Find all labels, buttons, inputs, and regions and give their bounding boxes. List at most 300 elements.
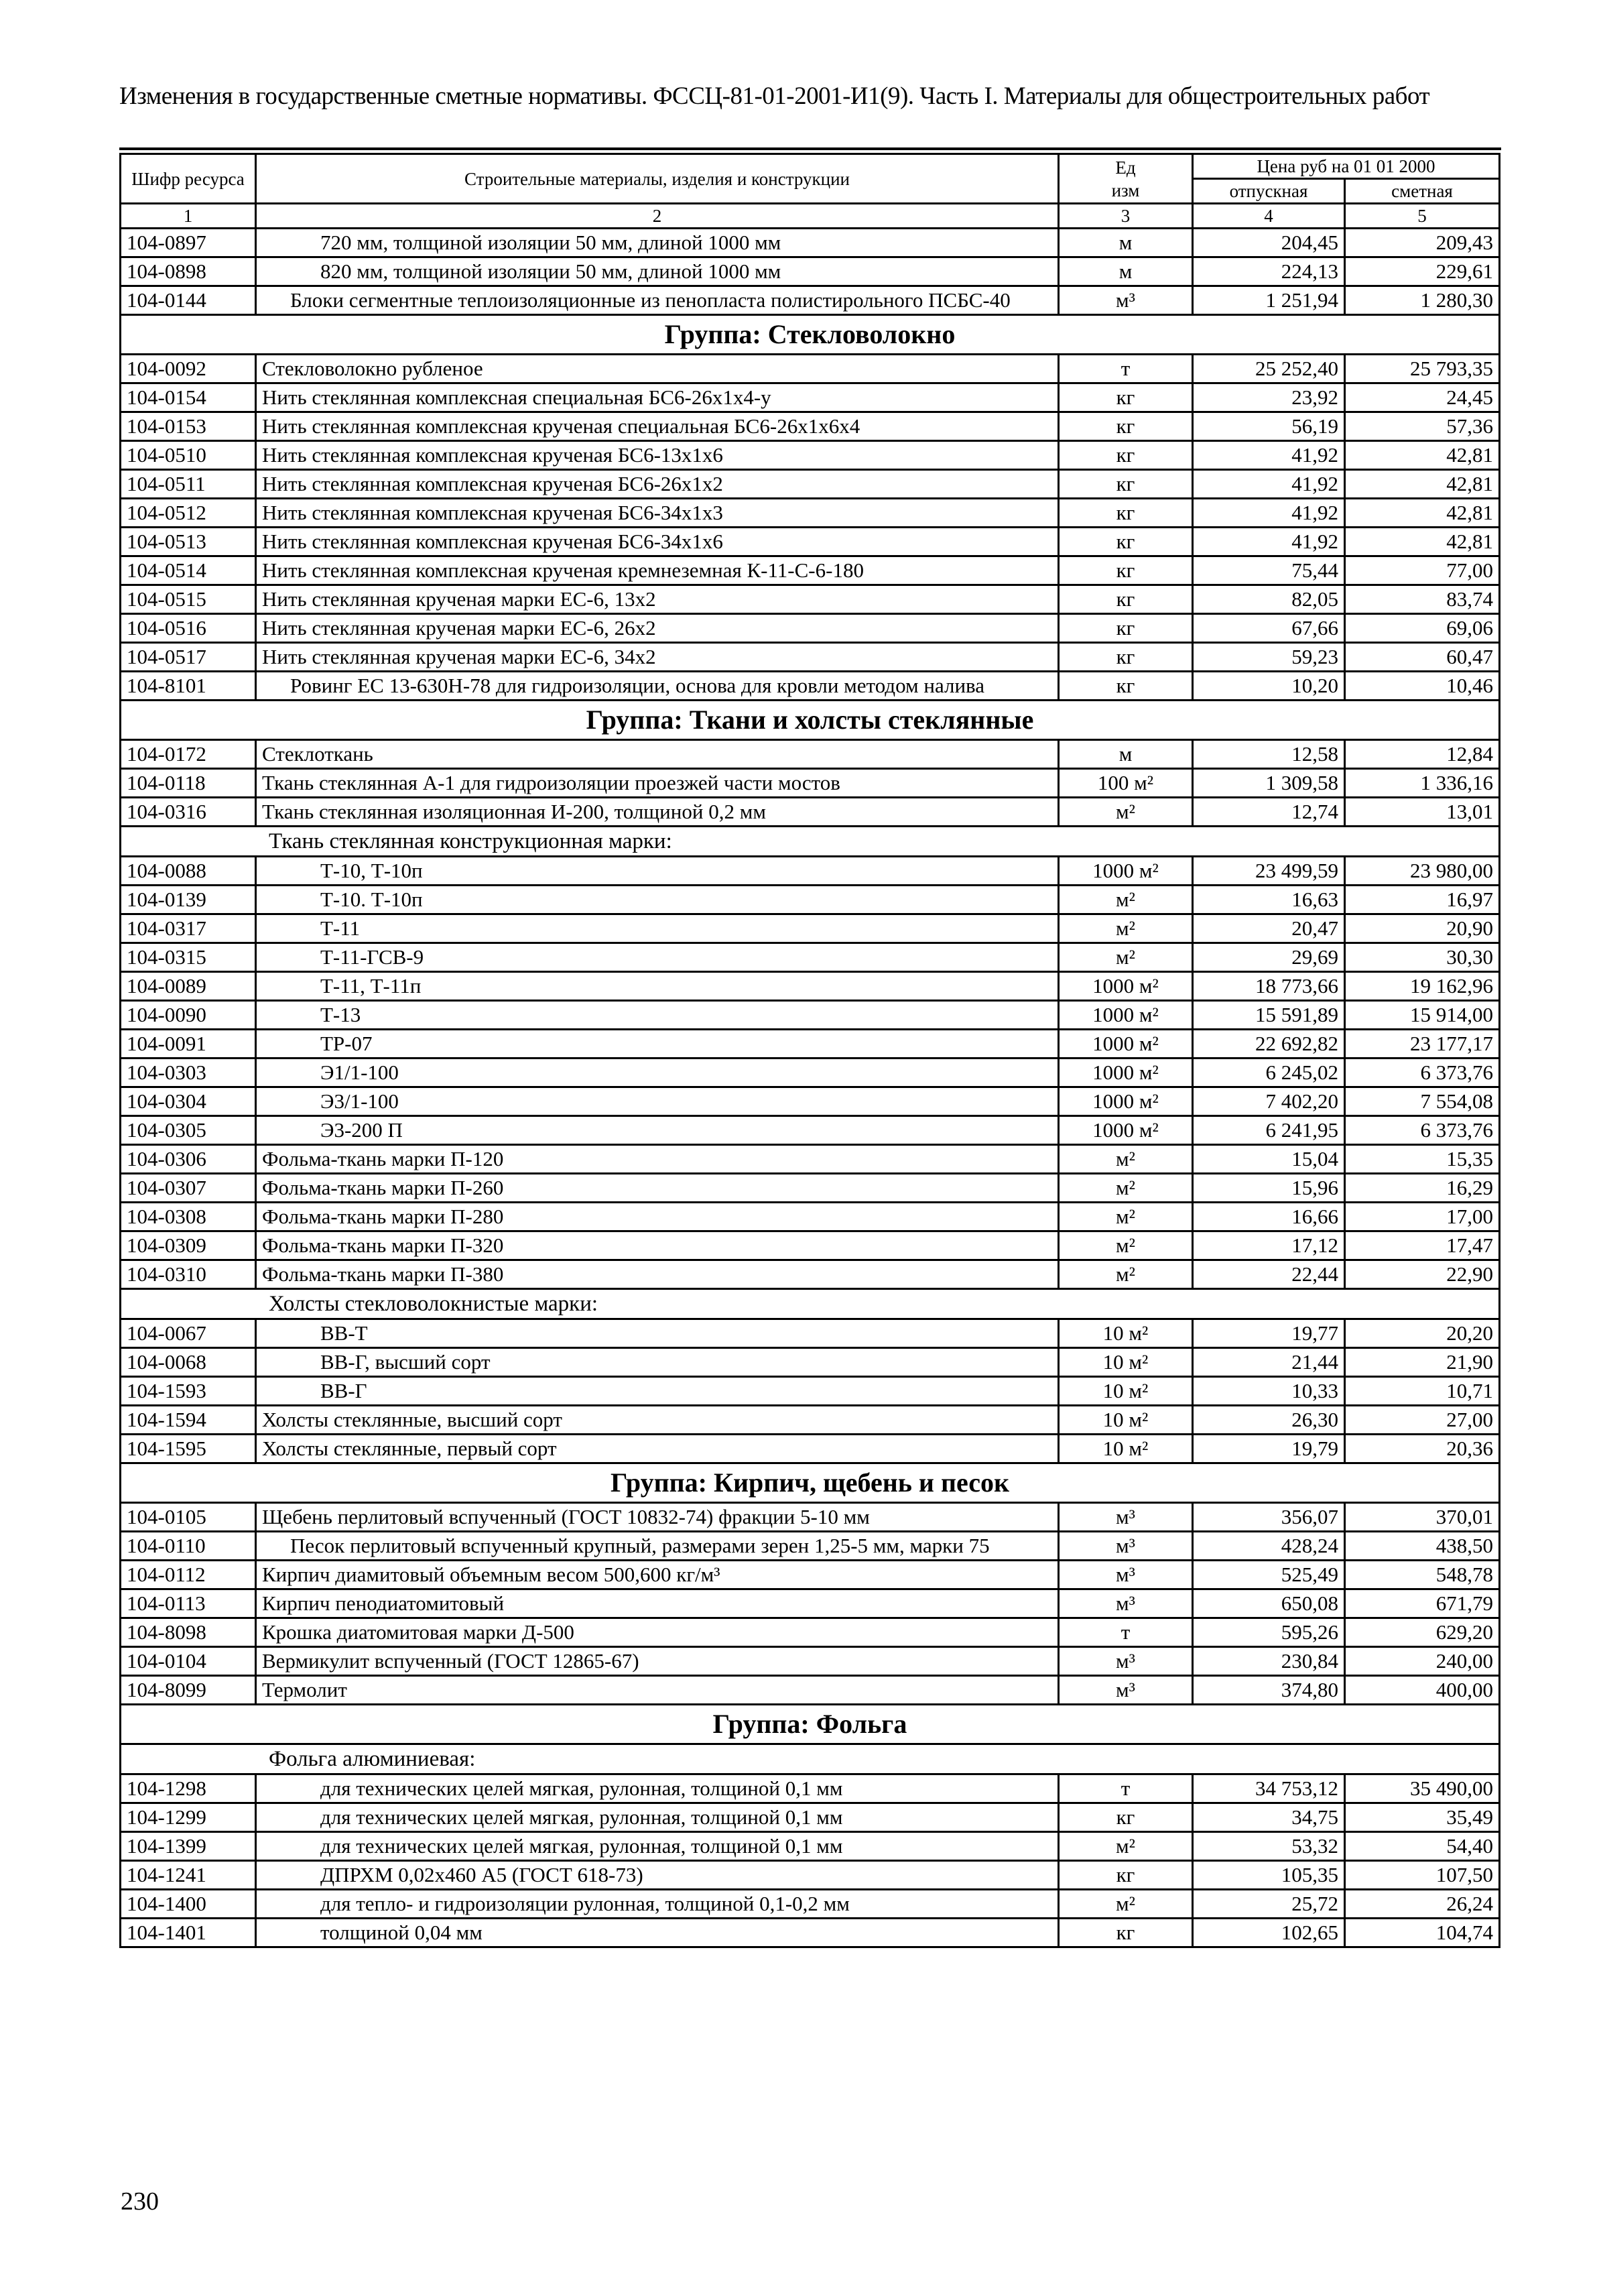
group-title: Группа: Кирпич, щебень и песок <box>121 1463 1500 1503</box>
resource-code: 104-1595 <box>121 1435 256 1463</box>
release-price: 41,92 <box>1193 441 1345 470</box>
unit-of-measure: 10 м² <box>1059 1406 1193 1435</box>
material-name: Нить стеклянная крученая марки ЕС-6, 13х2 <box>256 585 1059 614</box>
release-price: 20,47 <box>1193 914 1345 943</box>
group-title: Группа: Ткани и холсты стеклянные <box>121 701 1500 740</box>
release-price: 34 753,12 <box>1193 1774 1345 1803</box>
table-row <box>121 1319 1500 1348</box>
release-price: 12,74 <box>1193 798 1345 827</box>
header-price-group: Цена руб на 01 01 2000 <box>1193 154 1500 179</box>
estimate-price: 77,00 <box>1345 556 1500 585</box>
estimate-price: 15,35 <box>1345 1145 1500 1174</box>
table-row <box>121 1647 1500 1676</box>
table-row <box>121 1001 1500 1030</box>
table-row <box>121 1203 1500 1231</box>
table-row <box>121 1803 1500 1832</box>
header-row <box>121 154 1500 179</box>
estimate-price: 370,01 <box>1345 1503 1500 1532</box>
table-row <box>121 972 1500 1001</box>
unit-of-measure: 10 м² <box>1059 1377 1193 1406</box>
table-row <box>121 1618 1500 1647</box>
unit-of-measure: м <box>1059 229 1193 257</box>
estimate-price: 1 280,30 <box>1345 286 1500 315</box>
unit-of-measure: кг <box>1059 528 1193 556</box>
material-name: Блоки сегментные теплоизоляционные из пенопласта полистирольного ПСБС-40 <box>256 286 1059 315</box>
unit-of-measure: кг <box>1059 1919 1193 1947</box>
material-name: Песок перлитовый вспученный крупный, размерами зерен 1,25-5 мм, марки 75 <box>256 1532 1059 1561</box>
resource-code: 104-0512 <box>121 499 256 528</box>
estimate-price: 57,36 <box>1345 412 1500 441</box>
resource-code: 104-0517 <box>121 643 256 672</box>
resource-code: 104-0898 <box>121 257 256 286</box>
material-name: Фольма-ткань марки П-380 <box>256 1260 1059 1289</box>
unit-of-measure: т <box>1059 355 1193 383</box>
unit-of-measure: кг <box>1059 614 1193 643</box>
unit-of-measure: 100 м² <box>1059 769 1193 798</box>
unit-of-measure: м³ <box>1059 1561 1193 1589</box>
unit-of-measure: 1000 м² <box>1059 857 1193 886</box>
release-price: 15,96 <box>1193 1174 1345 1203</box>
unit-of-measure: кг <box>1059 441 1193 470</box>
material-name: Кирпич диамитовый объемным весом 500,600 кг/м³ <box>256 1561 1059 1589</box>
resource-code: 104-0309 <box>121 1231 256 1260</box>
estimate-price: 629,20 <box>1345 1618 1500 1647</box>
estimate-price: 26,24 <box>1345 1890 1500 1919</box>
unit-of-measure: 1000 м² <box>1059 1059 1193 1087</box>
material-name: Нить стеклянная комплексная крученая БС6-34х1х6 <box>256 528 1059 556</box>
unit-of-measure: т <box>1059 1774 1193 1803</box>
table-row <box>121 499 1500 528</box>
resource-code: 104-1400 <box>121 1890 256 1919</box>
resource-code: 104-0154 <box>121 383 256 412</box>
unit-of-measure: м³ <box>1059 286 1193 315</box>
material-name: Нить стеклянная комплексная крученая специальная БС6-26х1х6х4 <box>256 412 1059 441</box>
release-price: 17,12 <box>1193 1231 1345 1260</box>
unit-of-measure: 10 м² <box>1059 1435 1193 1463</box>
estimate-price: 17,47 <box>1345 1231 1500 1260</box>
unit-of-measure: кг <box>1059 1803 1193 1832</box>
material-name: Ткань стеклянная А-1 для гидроизоляции проезжей части мостов <box>256 769 1059 798</box>
release-price: 7 402,20 <box>1193 1087 1345 1116</box>
unit-of-measure: м² <box>1059 1231 1193 1260</box>
header-name: Строительные материалы, изделия и конструкции <box>256 154 1059 204</box>
material-name: Нить стеклянная комплексная крученая БС6-26х1х2 <box>256 470 1059 499</box>
material-name: Фольма-ткань марки П-120 <box>256 1145 1059 1174</box>
unit-of-measure: м² <box>1059 886 1193 914</box>
unit-of-measure: кг <box>1059 470 1193 499</box>
table-row <box>121 585 1500 614</box>
material-name: Нить стеклянная комплексная крученая кремнеземная К-11-С-6-180 <box>256 556 1059 585</box>
material-name: для технических целей мягкая, рулонная, толщиной 0,1 мм <box>256 1803 1059 1832</box>
release-price: 18 773,66 <box>1193 972 1345 1001</box>
resource-code: 104-0310 <box>121 1260 256 1289</box>
material-name: для технических целей мягкая, рулонная, толщиной 0,1 мм <box>256 1774 1059 1803</box>
table-row <box>121 1435 1500 1463</box>
resource-code: 104-0303 <box>121 1059 256 1087</box>
release-price: 67,66 <box>1193 614 1345 643</box>
unit-of-measure: м³ <box>1059 1647 1193 1676</box>
estimate-price: 548,78 <box>1345 1561 1500 1589</box>
materials-table <box>119 153 1500 1948</box>
estimate-price: 22,90 <box>1345 1260 1500 1289</box>
unit-of-measure: кг <box>1059 499 1193 528</box>
release-price: 1 251,94 <box>1193 286 1345 315</box>
material-name: Нить стеклянная комплексная крученая БС6-34х1х3 <box>256 499 1059 528</box>
unit-of-measure: кг <box>1059 412 1193 441</box>
release-price: 56,19 <box>1193 412 1345 441</box>
material-name: ВВ-Т <box>256 1319 1059 1348</box>
estimate-price: 20,36 <box>1345 1435 1500 1463</box>
unit-of-measure: 1000 м² <box>1059 972 1193 1001</box>
estimate-price: 13,01 <box>1345 798 1500 827</box>
release-price: 75,44 <box>1193 556 1345 585</box>
material-name: ТР-07 <box>256 1030 1059 1059</box>
table-body <box>121 229 1500 1947</box>
estimate-price: 25 793,35 <box>1345 355 1500 383</box>
estimate-price: 12,84 <box>1345 740 1500 769</box>
table-row <box>121 528 1500 556</box>
header-unit: Ед изм <box>1059 154 1193 204</box>
resource-code: 104-0317 <box>121 914 256 943</box>
resource-code: 104-0112 <box>121 1561 256 1589</box>
table-row <box>121 441 1500 470</box>
unit-of-measure: м² <box>1059 943 1193 972</box>
material-name: Щебень перлитовый вспученный (ГОСТ 10832-74) фракции 5-10 мм <box>256 1503 1059 1532</box>
subgroup-title: Холсты стекловолокнистые марки: <box>121 1289 1500 1319</box>
estimate-price: 1 336,16 <box>1345 769 1500 798</box>
estimate-price: 19 162,96 <box>1345 972 1500 1001</box>
unit-of-measure: м² <box>1059 1260 1193 1289</box>
release-price: 16,63 <box>1193 886 1345 914</box>
material-name: Фольма-ткань марки П-320 <box>256 1231 1059 1260</box>
unit-of-measure: м² <box>1059 914 1193 943</box>
material-name: Холсты стеклянные, высший сорт <box>256 1406 1059 1435</box>
estimate-price: 16,97 <box>1345 886 1500 914</box>
column-number: 2 <box>256 204 1059 229</box>
estimate-price: 60,47 <box>1345 643 1500 672</box>
unit-of-measure: кг <box>1059 672 1193 701</box>
group-header-row <box>121 315 1500 355</box>
table-row <box>121 1676 1500 1705</box>
unit-of-measure: 10 м² <box>1059 1319 1193 1348</box>
unit-of-measure: м³ <box>1059 1532 1193 1561</box>
table-row <box>121 383 1500 412</box>
table-row <box>121 1832 1500 1861</box>
unit-of-measure: м² <box>1059 1145 1193 1174</box>
resource-code: 104-0304 <box>121 1087 256 1116</box>
release-price: 6 245,02 <box>1193 1059 1345 1087</box>
material-name: ДПРХМ 0,02х460 А5 (ГОСТ 618-73) <box>256 1861 1059 1890</box>
subgroup-header-row <box>121 1744 1500 1774</box>
resource-code: 104-0308 <box>121 1203 256 1231</box>
resource-code: 104-0144 <box>121 286 256 315</box>
unit-of-measure: м³ <box>1059 1503 1193 1532</box>
column-number: 1 <box>121 204 256 229</box>
estimate-price: 7 554,08 <box>1345 1087 1500 1116</box>
release-price: 59,23 <box>1193 643 1345 672</box>
group-title: Группа: Фольга <box>121 1705 1500 1744</box>
release-price: 41,92 <box>1193 470 1345 499</box>
subgroup-title: Ткань стеклянная конструкционная марки: <box>121 827 1500 857</box>
material-name: Стеклоткань <box>256 740 1059 769</box>
table-row <box>121 740 1500 769</box>
estimate-price: 35 490,00 <box>1345 1774 1500 1803</box>
table-row <box>121 1503 1500 1532</box>
release-price: 12,58 <box>1193 740 1345 769</box>
resource-code: 104-1298 <box>121 1774 256 1803</box>
release-price: 29,69 <box>1193 943 1345 972</box>
resource-code: 104-0105 <box>121 1503 256 1532</box>
resource-code: 104-0307 <box>121 1174 256 1203</box>
release-price: 22 692,82 <box>1193 1030 1345 1059</box>
unit-of-measure: кг <box>1059 556 1193 585</box>
release-price: 224,13 <box>1193 257 1345 286</box>
material-name: для тепло- и гидроизоляции рулонная, толщиной 0,1-0,2 мм <box>256 1890 1059 1919</box>
estimate-price: 209,43 <box>1345 229 1500 257</box>
table-row <box>121 1059 1500 1087</box>
resource-code: 104-0510 <box>121 441 256 470</box>
table-row <box>121 229 1500 257</box>
table-row <box>121 914 1500 943</box>
estimate-price: 23 177,17 <box>1345 1030 1500 1059</box>
material-name: Э3/1-100 <box>256 1087 1059 1116</box>
table-row <box>121 355 1500 383</box>
material-name: Ткань стеклянная изоляционная И-200, толщиной 0,2 мм <box>256 798 1059 827</box>
header-price-estimate: сметная <box>1345 179 1500 204</box>
resource-code: 104-0113 <box>121 1589 256 1618</box>
release-price: 25 252,40 <box>1193 355 1345 383</box>
table-row <box>121 1589 1500 1618</box>
estimate-price: 15 914,00 <box>1345 1001 1500 1030</box>
estimate-price: 24,45 <box>1345 383 1500 412</box>
column-number: 4 <box>1193 204 1345 229</box>
unit-of-measure: 1000 м² <box>1059 1116 1193 1145</box>
page-title: Изменения в государственные сметные нормативы. ФССЦ-81-01-2001-И1(9). Часть I. Материалы для общестроительных работ <box>119 82 1430 110</box>
resource-code: 104-1299 <box>121 1803 256 1832</box>
material-name: Т-11, Т-11п <box>256 972 1059 1001</box>
material-name: Кирпич пенодиатомитовый <box>256 1589 1059 1618</box>
subgroup-header-row <box>121 827 1500 857</box>
group-header-row <box>121 1463 1500 1503</box>
table-row <box>121 798 1500 827</box>
unit-of-measure: 1000 м² <box>1059 1030 1193 1059</box>
estimate-price: 17,00 <box>1345 1203 1500 1231</box>
material-name: Нить стеклянная комплексная специальная БС6-26х1х4-у <box>256 383 1059 412</box>
release-price: 356,07 <box>1193 1503 1345 1532</box>
material-name: Т-13 <box>256 1001 1059 1030</box>
unit-of-measure: 1000 м² <box>1059 1001 1193 1030</box>
estimate-price: 42,81 <box>1345 470 1500 499</box>
table-row <box>121 1030 1500 1059</box>
resource-code: 104-0139 <box>121 886 256 914</box>
release-price: 428,24 <box>1193 1532 1345 1561</box>
estimate-price: 10,71 <box>1345 1377 1500 1406</box>
unit-of-measure: кг <box>1059 585 1193 614</box>
unit-of-measure: м <box>1059 257 1193 286</box>
release-price: 25,72 <box>1193 1890 1345 1919</box>
table-row <box>121 1174 1500 1203</box>
release-price: 41,92 <box>1193 499 1345 528</box>
release-price: 1 309,58 <box>1193 769 1345 798</box>
resource-code: 104-0118 <box>121 769 256 798</box>
resource-code: 104-0514 <box>121 556 256 585</box>
table-row <box>121 412 1500 441</box>
resource-code: 104-1594 <box>121 1406 256 1435</box>
table-row <box>121 1532 1500 1561</box>
estimate-price: 671,79 <box>1345 1589 1500 1618</box>
resource-code: 104-1399 <box>121 1832 256 1861</box>
resource-code: 104-0153 <box>121 412 256 441</box>
material-name: Нить стеклянная крученая марки ЕС-6, 26х2 <box>256 614 1059 643</box>
release-price: 82,05 <box>1193 585 1345 614</box>
release-price: 15 591,89 <box>1193 1001 1345 1030</box>
release-price: 6 241,95 <box>1193 1116 1345 1145</box>
resource-code: 104-0110 <box>121 1532 256 1561</box>
resource-code: 104-0316 <box>121 798 256 827</box>
estimate-price: 54,40 <box>1345 1832 1500 1861</box>
resource-code: 104-0091 <box>121 1030 256 1059</box>
material-name: Т-10. Т-10п <box>256 886 1059 914</box>
estimate-price: 27,00 <box>1345 1406 1500 1435</box>
resource-code: 104-1241 <box>121 1861 256 1890</box>
release-price: 34,75 <box>1193 1803 1345 1832</box>
table-row <box>121 1561 1500 1589</box>
table-row <box>121 1861 1500 1890</box>
estimate-price: 42,81 <box>1345 441 1500 470</box>
group-header-row <box>121 1705 1500 1744</box>
material-name: 820 мм, толщиной изоляции 50 мм, длиной 1000 мм <box>256 257 1059 286</box>
header-code: Шифр ресурса <box>121 154 256 204</box>
material-name: Крошка диатомитовая марки Д-500 <box>256 1618 1059 1647</box>
estimate-price: 107,50 <box>1345 1861 1500 1890</box>
material-name: 720 мм, толщиной изоляции 50 мм, длиной 1000 мм <box>256 229 1059 257</box>
resource-code: 104-1401 <box>121 1919 256 1947</box>
estimate-price: 229,61 <box>1345 257 1500 286</box>
release-price: 22,44 <box>1193 1260 1345 1289</box>
column-number-row <box>121 204 1500 229</box>
material-name: Фольма-ткань марки П-280 <box>256 1203 1059 1231</box>
unit-of-measure: м² <box>1059 1832 1193 1861</box>
material-name: Нить стеклянная комплексная крученая БС6-13х1х6 <box>256 441 1059 470</box>
table-row <box>121 943 1500 972</box>
release-price: 19,79 <box>1193 1435 1345 1463</box>
table-row <box>121 470 1500 499</box>
material-name: Термолит <box>256 1676 1059 1705</box>
estimate-price: 16,29 <box>1345 1174 1500 1203</box>
resource-code: 104-0092 <box>121 355 256 383</box>
estimate-price: 20,90 <box>1345 914 1500 943</box>
material-name: Вермикулит вспученный (ГОСТ 12865-67) <box>256 1647 1059 1676</box>
release-price: 10,20 <box>1193 672 1345 701</box>
resource-code: 104-0515 <box>121 585 256 614</box>
release-price: 525,49 <box>1193 1561 1345 1589</box>
title-rule <box>119 147 1501 150</box>
subgroup-header-row <box>121 1289 1500 1319</box>
table-row <box>121 1087 1500 1116</box>
estimate-price: 83,74 <box>1345 585 1500 614</box>
estimate-price: 400,00 <box>1345 1676 1500 1705</box>
resource-code: 104-0068 <box>121 1348 256 1377</box>
release-price: 16,66 <box>1193 1203 1345 1231</box>
resource-code: 104-0305 <box>121 1116 256 1145</box>
release-price: 15,04 <box>1193 1145 1345 1174</box>
resource-code: 104-0172 <box>121 740 256 769</box>
material-name: Стекловолокно рубленое <box>256 355 1059 383</box>
material-name: ВВ-Г <box>256 1377 1059 1406</box>
material-name: Э1/1-100 <box>256 1059 1059 1087</box>
material-name: Т-11 <box>256 914 1059 943</box>
resource-code: 104-8099 <box>121 1676 256 1705</box>
estimate-price: 23 980,00 <box>1345 857 1500 886</box>
resource-code: 104-0067 <box>121 1319 256 1348</box>
resource-code: 104-8098 <box>121 1618 256 1647</box>
column-number: 3 <box>1059 204 1193 229</box>
material-name: Э3-200 П <box>256 1116 1059 1145</box>
table-row <box>121 857 1500 886</box>
unit-of-measure: м² <box>1059 1890 1193 1919</box>
estimate-price: 42,81 <box>1345 499 1500 528</box>
table-row <box>121 1406 1500 1435</box>
resource-code: 104-0104 <box>121 1647 256 1676</box>
table-row <box>121 556 1500 585</box>
unit-of-measure: кг <box>1059 383 1193 412</box>
release-price: 26,30 <box>1193 1406 1345 1435</box>
release-price: 595,26 <box>1193 1618 1345 1647</box>
material-name: Фольма-ткань марки П-260 <box>256 1174 1059 1203</box>
table-row <box>121 1231 1500 1260</box>
unit-of-measure: кг <box>1059 1861 1193 1890</box>
table-row <box>121 286 1500 315</box>
resource-code: 104-0897 <box>121 229 256 257</box>
release-price: 41,92 <box>1193 528 1345 556</box>
estimate-price: 69,06 <box>1345 614 1500 643</box>
table-row <box>121 1890 1500 1919</box>
estimate-price: 10,46 <box>1345 672 1500 701</box>
material-name: для технических целей мягкая, рулонная, толщиной 0,1 мм <box>256 1832 1059 1861</box>
table-row <box>121 1116 1500 1145</box>
material-name: Т-10, Т-10п <box>256 857 1059 886</box>
estimate-price: 30,30 <box>1345 943 1500 972</box>
estimate-price: 438,50 <box>1345 1532 1500 1561</box>
unit-of-measure: 10 м² <box>1059 1348 1193 1377</box>
group-header-row <box>121 701 1500 740</box>
estimate-price: 21,90 <box>1345 1348 1500 1377</box>
page-number: 230 <box>121 2187 159 2216</box>
table-row <box>121 257 1500 286</box>
table-row <box>121 1145 1500 1174</box>
resource-code: 104-0088 <box>121 857 256 886</box>
release-price: 21,44 <box>1193 1348 1345 1377</box>
table-row <box>121 1919 1500 1947</box>
unit-of-measure: м² <box>1059 1174 1193 1203</box>
release-price: 102,65 <box>1193 1919 1345 1947</box>
material-name: Нить стеклянная крученая марки ЕС-6, 34х2 <box>256 643 1059 672</box>
release-price: 53,32 <box>1193 1832 1345 1861</box>
release-price: 23 499,59 <box>1193 857 1345 886</box>
release-price: 230,84 <box>1193 1647 1345 1676</box>
release-price: 105,35 <box>1193 1861 1345 1890</box>
resource-code: 104-0511 <box>121 470 256 499</box>
release-price: 650,08 <box>1193 1589 1345 1618</box>
unit-of-measure: м² <box>1059 1203 1193 1231</box>
unit-of-measure: м³ <box>1059 1589 1193 1618</box>
table-row <box>121 672 1500 701</box>
table-row <box>121 643 1500 672</box>
material-name: толщиной 0,04 мм <box>256 1919 1059 1947</box>
estimate-price: 104,74 <box>1345 1919 1500 1947</box>
unit-of-measure: т <box>1059 1618 1193 1647</box>
header-price-release: отпускная <box>1193 179 1345 204</box>
